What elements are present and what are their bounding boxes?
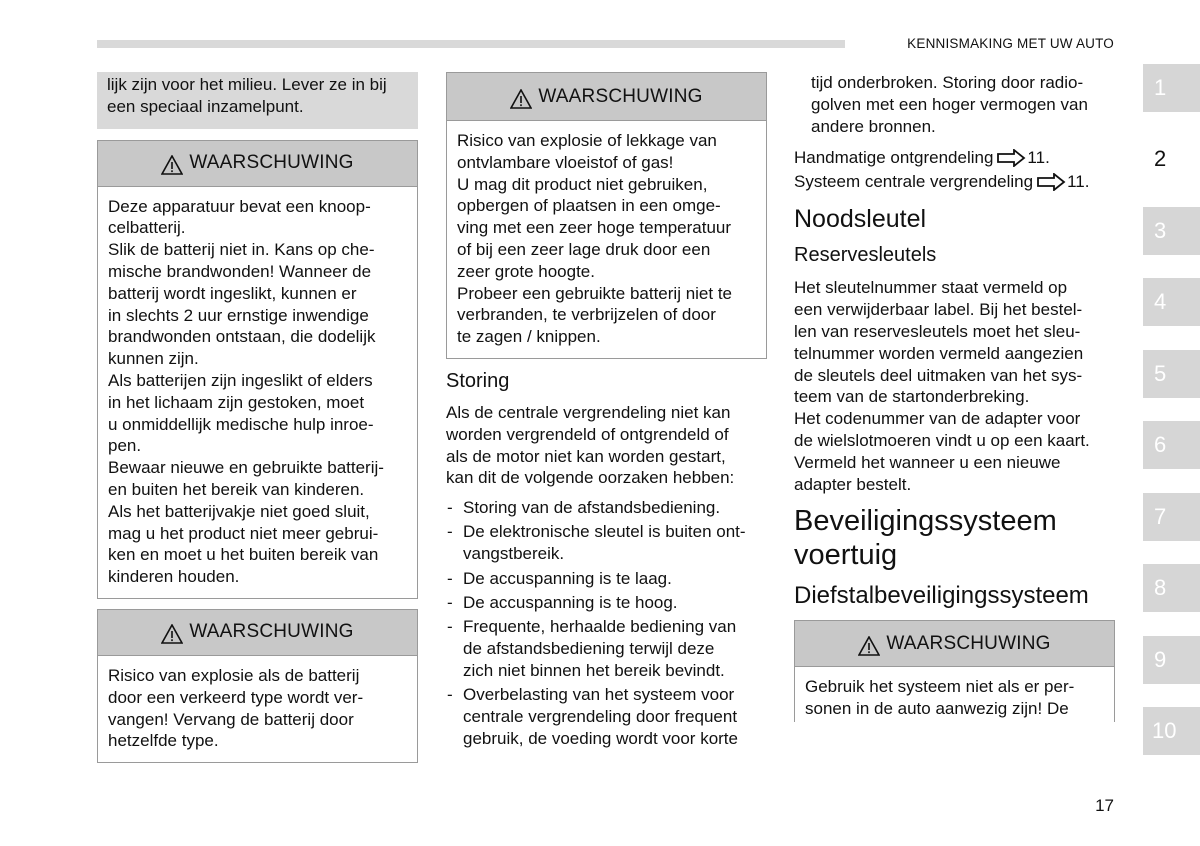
list-item (446, 592, 767, 614)
reserve-paragraph (794, 277, 1115, 495)
warning-title: WAARSCHUWING (189, 621, 354, 643)
list-item-line: gebruik, de voeding wordt voor korte (463, 728, 738, 748)
chapter-tab-5[interactable]: 5 (1143, 350, 1200, 398)
warning-line: sonen in de auto aanwezig zijn! De (805, 699, 1069, 719)
page-references (794, 146, 1115, 194)
intro-line: een speciaal inzamelpunt. (107, 96, 304, 116)
warning-line: ontvlambare vloeistof of gas! (457, 152, 674, 172)
paragraph-line: een verwijderbaar label. Bij het bestel- (794, 300, 1083, 320)
warning-header (447, 73, 766, 121)
warning-line: te zagen / knippen. (457, 327, 601, 347)
paragraph-line: telnummer worden vermeld aangezien (794, 343, 1084, 363)
list-item-line: de afstandsbediening terwijl deze (463, 638, 715, 658)
list-item-line: - Frequente, herhaalde bediening van (463, 617, 737, 637)
list-item (446, 684, 767, 749)
warning-header (795, 621, 1114, 667)
heading-noodsleutel: Noodsleutel (794, 205, 927, 234)
paragraph-line: teem van de startonderbreking. (794, 387, 1030, 407)
chapter-tab-6[interactable]: 6 (1143, 421, 1200, 469)
paragraph-line: kan dit de volgende oorzaken hebben: (446, 468, 735, 488)
warning-line: kunnen zijn. (108, 349, 199, 369)
chapter-tab-10[interactable]: 10 (1143, 707, 1200, 755)
chapter-tab-4[interactable]: 4 (1143, 278, 1200, 326)
warning-line: zeer grote hoogte. (457, 261, 595, 281)
warning-title: WAARSCHUWING (189, 152, 354, 174)
paragraph-line: worden vergrendeld of ontgrendeld of (446, 424, 729, 444)
warning-line: Gebruik het systeem niet als er per- (805, 677, 1075, 697)
reference-page: 11. (1027, 148, 1050, 168)
paragraph-line: de sleutels deel uitmaken van het sys- (794, 365, 1083, 385)
paragraph-line: andere bronnen. (811, 116, 936, 136)
warning-line: batterij wordt ingeslikt, kunnen er (108, 283, 357, 303)
reference-label: Systeem centrale vergrendeling (794, 172, 1034, 192)
warning-triangle-icon (161, 155, 183, 175)
warning-line: U mag dit product niet gebruiken, (457, 174, 708, 194)
warning-line: verbranden, te verbrijzelen of door (457, 305, 716, 325)
chapter-tab-3[interactable]: 3 (1143, 207, 1200, 255)
section-title: KENNISMAKING MET UW AUTO (907, 36, 1114, 51)
chapter-tab-2-active[interactable]: 2 (1143, 135, 1200, 183)
warning-line: Risico van explosie als de batterij (108, 665, 360, 685)
warning-line: Slik de batterij niet in. Kans op che- (108, 240, 375, 260)
paragraph-line: Vermeld het wanneer u een nieuwe (794, 452, 1061, 472)
warning-line: ken en moet u het buiten bereik van (108, 545, 379, 565)
column-1 (97, 72, 418, 763)
paragraph-line: golven met een hoger vermogen van (811, 94, 1088, 114)
paragraph-line: Als de centrale vergrendeling niet kan (446, 402, 731, 422)
warning-header (98, 610, 417, 656)
warning-line: door een verkeerd type wordt ver- (108, 687, 364, 707)
heading-line: Beveiligingssysteem (794, 505, 1057, 538)
list-item (446, 568, 767, 590)
reference-systeem-centrale-vergrendeling[interactable] (794, 170, 1115, 194)
page-reference-arrow-icon (997, 149, 1026, 167)
paragraph-line: Het codenummer van de adapter voor (794, 409, 1081, 429)
storing-intro (446, 402, 767, 489)
warning-box-battery-type (97, 609, 418, 763)
heading-diefstalbeveiliging: Diefstalbeveiligingssysteem (794, 582, 1089, 610)
paragraph-line: len van reservesleutels moet het sleu- (794, 321, 1081, 341)
warning-line: mag u het product niet meer gebrui- (108, 523, 379, 543)
warning-line: in slechts 2 uur ernstige inwendige (108, 305, 369, 325)
warning-line: opbergen of plaatsen in een omge- (457, 196, 721, 216)
warning-line: en buiten het bereik van kinderen. (108, 479, 365, 499)
column-3 (794, 72, 1115, 722)
heading-beveiligingssysteem (794, 504, 1115, 572)
warning-line: vangen! Vervang de batterij door (108, 709, 354, 729)
warning-triangle-icon (161, 624, 183, 644)
warning-title: WAARSCHUWING (886, 632, 1051, 654)
paragraph-line: adapter bestelt. (794, 474, 912, 494)
list-item-line: - De accuspanning is te laag. (463, 568, 672, 588)
warning-line: pen. (108, 436, 142, 456)
warning-line: u onmiddellijk medische hulp inroe- (108, 414, 374, 434)
list-item-line: - De elektronische sleutel is buiten ont- (463, 522, 746, 542)
warning-line: in het lichaam zijn gestoken, moet (108, 392, 365, 412)
list-item-line: zich niet binnen het bereik bevindt. (463, 660, 725, 680)
warning-line: kinderen houden. (108, 567, 240, 587)
heading-reservesleutels: Reservesleutels (794, 244, 937, 267)
paragraph-line: de wielslotmoeren vindt u op een kaart. (794, 430, 1090, 450)
warning-line: mische brandwonden! Wanneer de (108, 261, 372, 281)
heading-line: voertuig (794, 539, 898, 572)
paragraph-line: Het sleutelnummer staat vermeld op (794, 278, 1068, 298)
warning-box-explosion (446, 72, 767, 359)
warning-body (447, 121, 766, 358)
list-item (446, 521, 767, 565)
header-rule (97, 40, 845, 48)
list-item-line: - De accuspanning is te hoog. (463, 592, 678, 612)
warning-line: ving met een zeer hoge temperatuur (457, 218, 732, 238)
warning-body (98, 187, 417, 598)
warning-line: Deze apparatuur bevat een knoop- (108, 196, 371, 216)
warning-title: WAARSCHUWING (538, 85, 703, 107)
paragraph-line: als de motor niet kan worden gestart, (446, 446, 726, 466)
list-item (446, 616, 767, 681)
warning-header (98, 141, 417, 187)
continued-list-text (794, 72, 1115, 137)
reference-label: Handmatige ontgrendeling (794, 148, 994, 168)
page-number: 17 (1095, 796, 1114, 815)
list-item-line: centrale vergrendeling door frequent (463, 706, 738, 726)
warning-triangle-icon (510, 89, 532, 109)
warning-line: of bij een zeer lage druk door een (457, 239, 711, 259)
warning-triangle-icon (858, 636, 880, 656)
intro-shaded-box (97, 72, 418, 129)
warning-body (98, 656, 417, 762)
paragraph-line: tijd onderbroken. Storing door radio- (811, 73, 1084, 92)
warning-line: Bewaar nieuwe en gebruikte batterij- (108, 458, 384, 478)
heading-storing: Storing (446, 369, 510, 392)
storing-cause-list (446, 497, 767, 749)
warning-line: Risico van explosie of lekkage van (457, 131, 717, 150)
warning-line: Als het batterijvakje niet goed sluit, (108, 501, 370, 521)
warning-line: Probeer een gebruikte batterij niet te (457, 283, 733, 303)
chapter-tab-9[interactable]: 9 (1143, 636, 1200, 684)
warning-line: celbatterij. (108, 218, 186, 238)
warning-line: brandwonden ontstaan, die dodelijk (108, 327, 376, 347)
page-reference-arrow-icon (1037, 173, 1066, 191)
warning-line: hetzelfde type. (108, 731, 219, 751)
warning-box-button-cell (97, 140, 418, 599)
intro-line: lijk zijn voor het milieu. Lever ze in bij (107, 75, 387, 94)
list-item-line: - Overbelasting van het systeem voor (463, 685, 735, 705)
reference-page: 11. (1067, 172, 1090, 192)
list-item (446, 497, 767, 519)
list-item-line: - Storing van de afstandsbediening. (463, 498, 721, 518)
reference-handmatige-ontgrendeling[interactable] (794, 146, 1115, 170)
chapter-tab-7[interactable]: 7 (1143, 493, 1200, 541)
column-2 (446, 72, 767, 752)
warning-body (795, 667, 1114, 722)
chapter-tab-1[interactable]: 1 (1143, 64, 1200, 112)
warning-box-occupants (794, 620, 1115, 722)
chapter-tab-8[interactable]: 8 (1143, 564, 1200, 612)
warning-line: Als batterijen zijn ingeslikt of elders (108, 370, 373, 390)
list-item-line: vangstbereik. (463, 544, 565, 564)
